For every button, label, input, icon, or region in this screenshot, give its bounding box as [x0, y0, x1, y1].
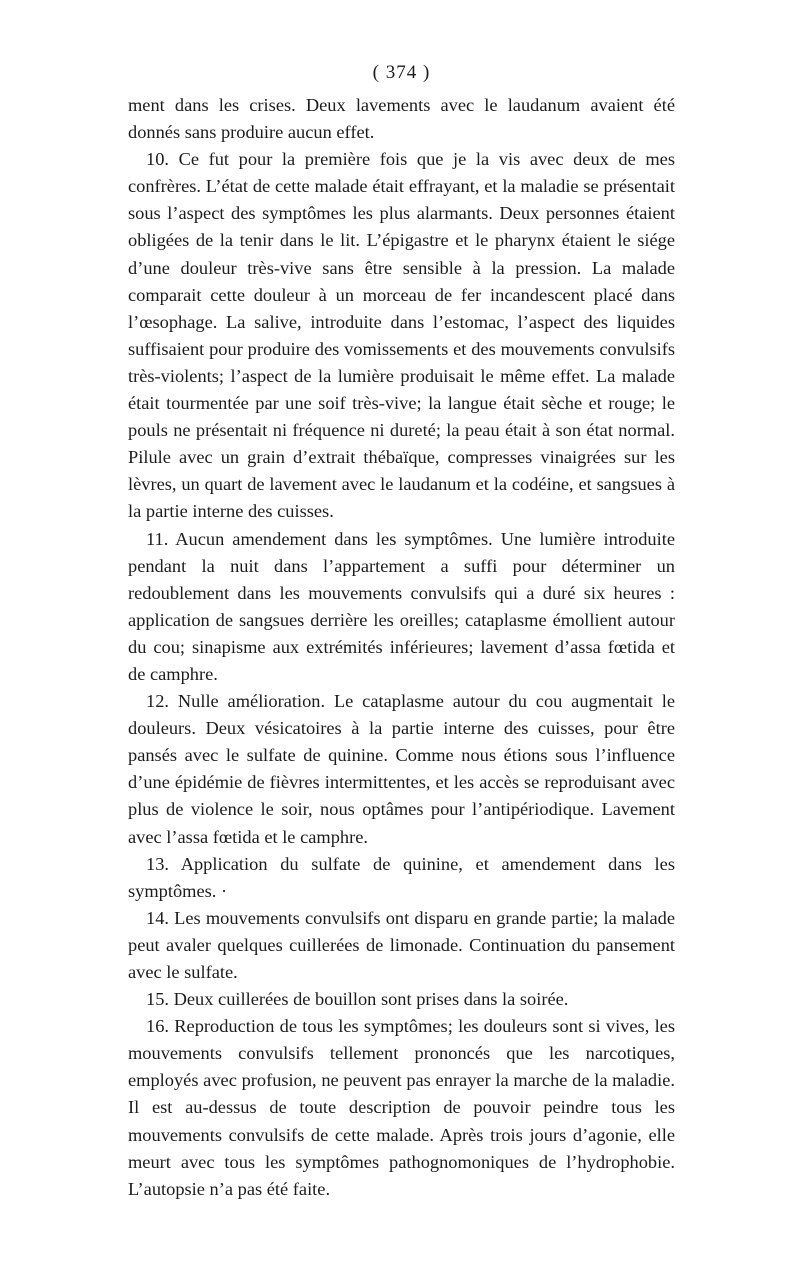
paragraph-number: 10.	[146, 149, 169, 170]
paragraph-text: Application du sulfate de quinine, et amendement dans les symptômes. ·	[128, 853, 675, 901]
paragraph-10	[128, 146, 675, 525]
paragraph-15	[128, 986, 675, 1013]
paragraph-number: 13.	[146, 853, 169, 874]
paragraph-14	[128, 905, 675, 986]
paragraph-12	[128, 688, 675, 851]
paragraph-number: 15.	[146, 989, 169, 1010]
paragraph-text: ment dans les crises. Deux lavements avec le laudanum avaient été donnés sans produire aucun effet.	[128, 95, 675, 143]
paragraph-text: Reproduction de tous les symptômes; les douleurs sont si vives, les mouvements convulsifs tellement prononcés que les narcotiques, employés avec profusion, ne peuvent pas enrayer la marche de la maladie. Il est au-dessus de toute description de pouvoir peindre tous les mouvements convulsifs de cette malade. Après trois jours d’agonie, elle meurt avec tous les symptômes pathognomoniques de l’hydrophobie. L’autopsie n’a pas été faite.	[128, 1016, 675, 1199]
paragraph-number: 16.	[146, 1016, 169, 1037]
paragraph-16	[128, 1013, 675, 1203]
paragraph-text: Les mouvements convulsifs ont disparu en grande partie; la malade peut avaler quelques cuillerées de limonade. Continuation du pansement avec le sulfate.	[128, 907, 675, 982]
paragraph-number: 12.	[146, 691, 169, 712]
paragraph-text: Ce fut pour la première fois que je la vis avec deux de mes confrères. L’état de cette malade était effrayant, et la maladie se présentait sous l’aspect des symptômes les plus alarmants. Deux personnes étaient obligées de la tenir dans le lit. L’épigastre et le pharynx étaient le siége d’une douleur très-vive sans être sensible à la pression. La malade comparait cette douleur à un morceau de fer incandescent placé dans l’œsophage. La salive, introduite dans l’estomac, l’aspect des liquides suffisaient pour produire des vomissements et des mouvements convulsifs très-violents; l’aspect de la lumière produisait le même effet. La malade était tourmentée par une soif très-vive; la langue était sèche et rouge; le pouls ne présentait ni fréquence ni dureté; la peau était à son état normal. Pilule avec un grain d’extrait thébaïque, compresses vinaigrées sur les lèvres, un quart de lavement avec le laudanum et la codéine, et sangsues à la partie interne des cuisses.	[128, 149, 675, 522]
paragraph-number: 11.	[146, 528, 169, 549]
paragraph-13	[128, 851, 675, 905]
paragraph-text: Aucun amendement dans les symptômes. Une lumière introduite pendant la nuit dans l’appartement a suffi pour déterminer un redoublement dans les mouvements convulsifs qui a duré six heures : application de sangsues derrière les oreilles; cataplasme émollient autour du cou; sinapisme aux extrémités inférieures; lavement d’assa fœtida et de camphre.	[128, 528, 675, 684]
paragraph-text: Nulle amélioration. Le cataplasme autour du cou augmentait le douleurs. Deux vésicatoires à la partie interne des cuisses, pour être pansés avec le sulfate de quinine. Comme nous étions sous l’influence d’une épidémie de fièvres intermittentes, et les accès se reproduisant avec plus de violence le soir, nous optâmes pour l’antipériodique. Lavement avec l’assa fœtida et le camphre.	[128, 691, 676, 847]
page-number: ( 374 )	[372, 62, 431, 83]
paragraph-continuation	[128, 92, 675, 146]
paragraph-11	[128, 526, 675, 689]
book-page	[128, 58, 675, 1203]
paragraph-text: Deux cuillerées de bouillon sont prises dans la soirée.	[173, 989, 569, 1010]
paragraph-number: 14.	[146, 907, 169, 928]
